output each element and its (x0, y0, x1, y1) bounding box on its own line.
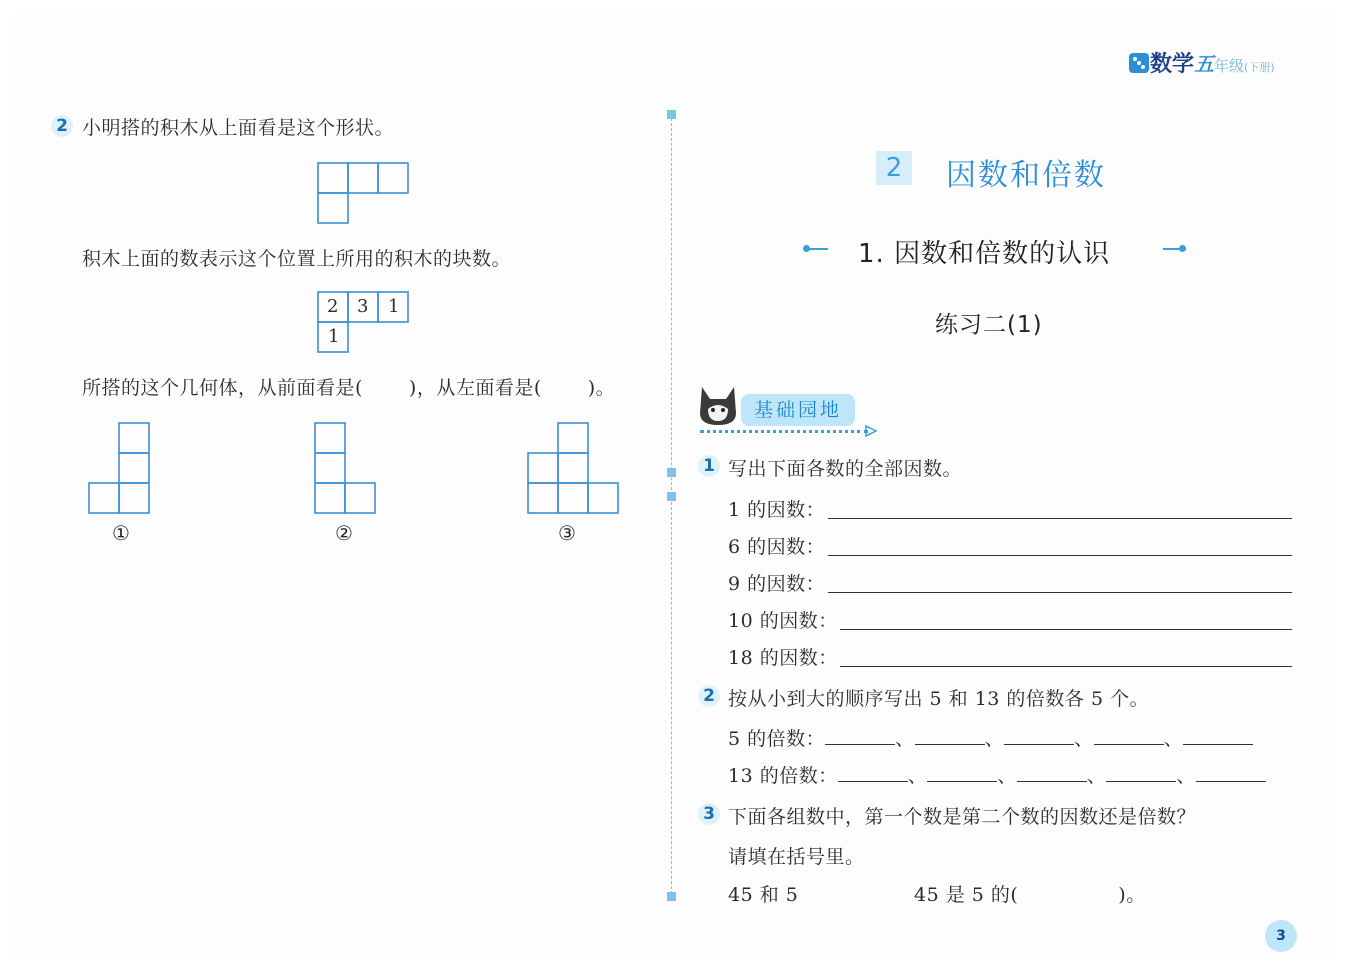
question-3-prompt-line1: 下面各组数中，第一个数是第二个数的因数还是倍数？ (728, 806, 1197, 828)
page-divider (671, 118, 672, 894)
option-1-label: ① (112, 521, 130, 545)
factors-answer-1[interactable] (828, 518, 1292, 519)
grid-number: 2 (327, 296, 339, 317)
multiple-sep: 、 (1074, 728, 1094, 750)
factors-answer-6[interactable] (828, 555, 1292, 556)
book-brand (1128, 47, 1275, 78)
multiples-label-5: 5 的倍数： (728, 728, 826, 750)
question-1-prompt: 写出下面各数的全部因数。 (728, 458, 963, 480)
section-arrow-left (806, 248, 828, 250)
multiples-label-13: 13 的倍数： (728, 765, 838, 787)
question-3-answer (914, 880, 1146, 907)
multiple-blank[interactable] (1196, 765, 1266, 782)
numbered-top-view (316, 290, 412, 354)
brand-grade-suffix: 年级 (1214, 57, 1245, 75)
option-2-label: ② (335, 521, 353, 545)
grid-number: 1 (328, 326, 340, 347)
question-3-pair: 45 和 5 (728, 884, 799, 906)
divider-marker (667, 110, 676, 119)
question-number-2-left: 2 (51, 115, 73, 137)
badge-dotted-line (700, 430, 868, 433)
factors-label-9: 9 的因数： (728, 573, 826, 595)
dice-logo-icon (1128, 52, 1150, 74)
multiple-sep: 、 (984, 728, 1005, 750)
multiple-sep: 、 (1086, 765, 1107, 787)
multiple-sep: 、 (895, 728, 915, 750)
divider-marker (667, 468, 676, 477)
section-badge: 基础园地 (741, 394, 855, 426)
views-text-b: )，从左面看是( (408, 377, 542, 399)
brand-grade: 五 (1194, 52, 1215, 76)
top-view-shape (316, 161, 412, 225)
factors-answer-18[interactable] (840, 666, 1292, 667)
chapter-number: 2 (876, 151, 912, 185)
multiple-blank[interactable] (915, 728, 985, 745)
multiple-sep: 、 (907, 765, 928, 787)
question-number-2-right: 2 (698, 685, 720, 707)
multiple-blank[interactable] (838, 765, 908, 782)
views-text-a: 所搭的这个几何体，从前面看是( (82, 377, 363, 399)
section-arrow-dot-right (1179, 245, 1186, 252)
factors-answer-10[interactable] (840, 629, 1292, 630)
multiple-blank[interactable] (1106, 765, 1176, 782)
factors-label-1: 1 的因数： (728, 499, 826, 521)
answer-text-b: )。 (1118, 884, 1146, 906)
multiple-blank[interactable] (1094, 728, 1164, 745)
multiple-blank[interactable] (927, 765, 997, 782)
grid-number: 1 (388, 296, 400, 317)
factors-label-18: 18 的因数： (728, 647, 838, 669)
divider-marker (667, 892, 676, 901)
brand-volume: (下册) (1244, 61, 1275, 74)
option-3-figure (526, 421, 622, 516)
multiples-row-5 (728, 724, 1253, 751)
multiple-sep: 、 (997, 765, 1017, 787)
option-2-figure (313, 421, 379, 516)
multiple-blank[interactable] (1017, 765, 1087, 782)
multiple-blank[interactable] (1004, 728, 1074, 745)
question-number-1: 1 (698, 455, 720, 477)
multiple-sep: 、 (1176, 765, 1196, 787)
factors-label-6: 6 的因数： (728, 536, 826, 558)
brand-subject: 数学 (1150, 52, 1195, 77)
question-2-intro: 小明搭的积木从上面看是这个形状。 (82, 117, 395, 139)
question-3-prompt-line2: 请填在括号里。 (728, 846, 865, 868)
section-title: 1. 因数和倍数的认识 (858, 239, 1111, 269)
chapter-title: 因数和倍数 (946, 158, 1106, 193)
option-3-label: ③ (558, 521, 576, 545)
page-number: 3 (1265, 920, 1297, 952)
multiple-blank[interactable] (1183, 728, 1253, 745)
views-text-c: )。 (587, 377, 616, 399)
factors-label-10: 10 的因数： (728, 610, 838, 632)
divider-marker (667, 492, 676, 501)
factors-answer-9[interactable] (828, 592, 1292, 593)
answer-text-a: 45 是 5 的( (914, 884, 1019, 906)
grid-number: 3 (357, 296, 369, 317)
exercise-title: 练习二(1) (935, 312, 1043, 338)
numbers-intro: 积木上面的数表示这个位置上所用的积木的块数。 (82, 248, 512, 270)
multiples-row-13 (728, 761, 1266, 788)
option-1-figure (87, 421, 153, 516)
question-2-views (82, 373, 615, 400)
arrow-right-icon (864, 424, 878, 438)
question-number-3: 3 (698, 803, 720, 825)
multiple-sep: 、 (1163, 728, 1184, 750)
mascot-icon (696, 383, 740, 429)
multiple-blank[interactable] (825, 728, 895, 745)
question-2-prompt: 按从小到大的顺序写出 5 和 13 的倍数各 5 个。 (728, 688, 1150, 710)
